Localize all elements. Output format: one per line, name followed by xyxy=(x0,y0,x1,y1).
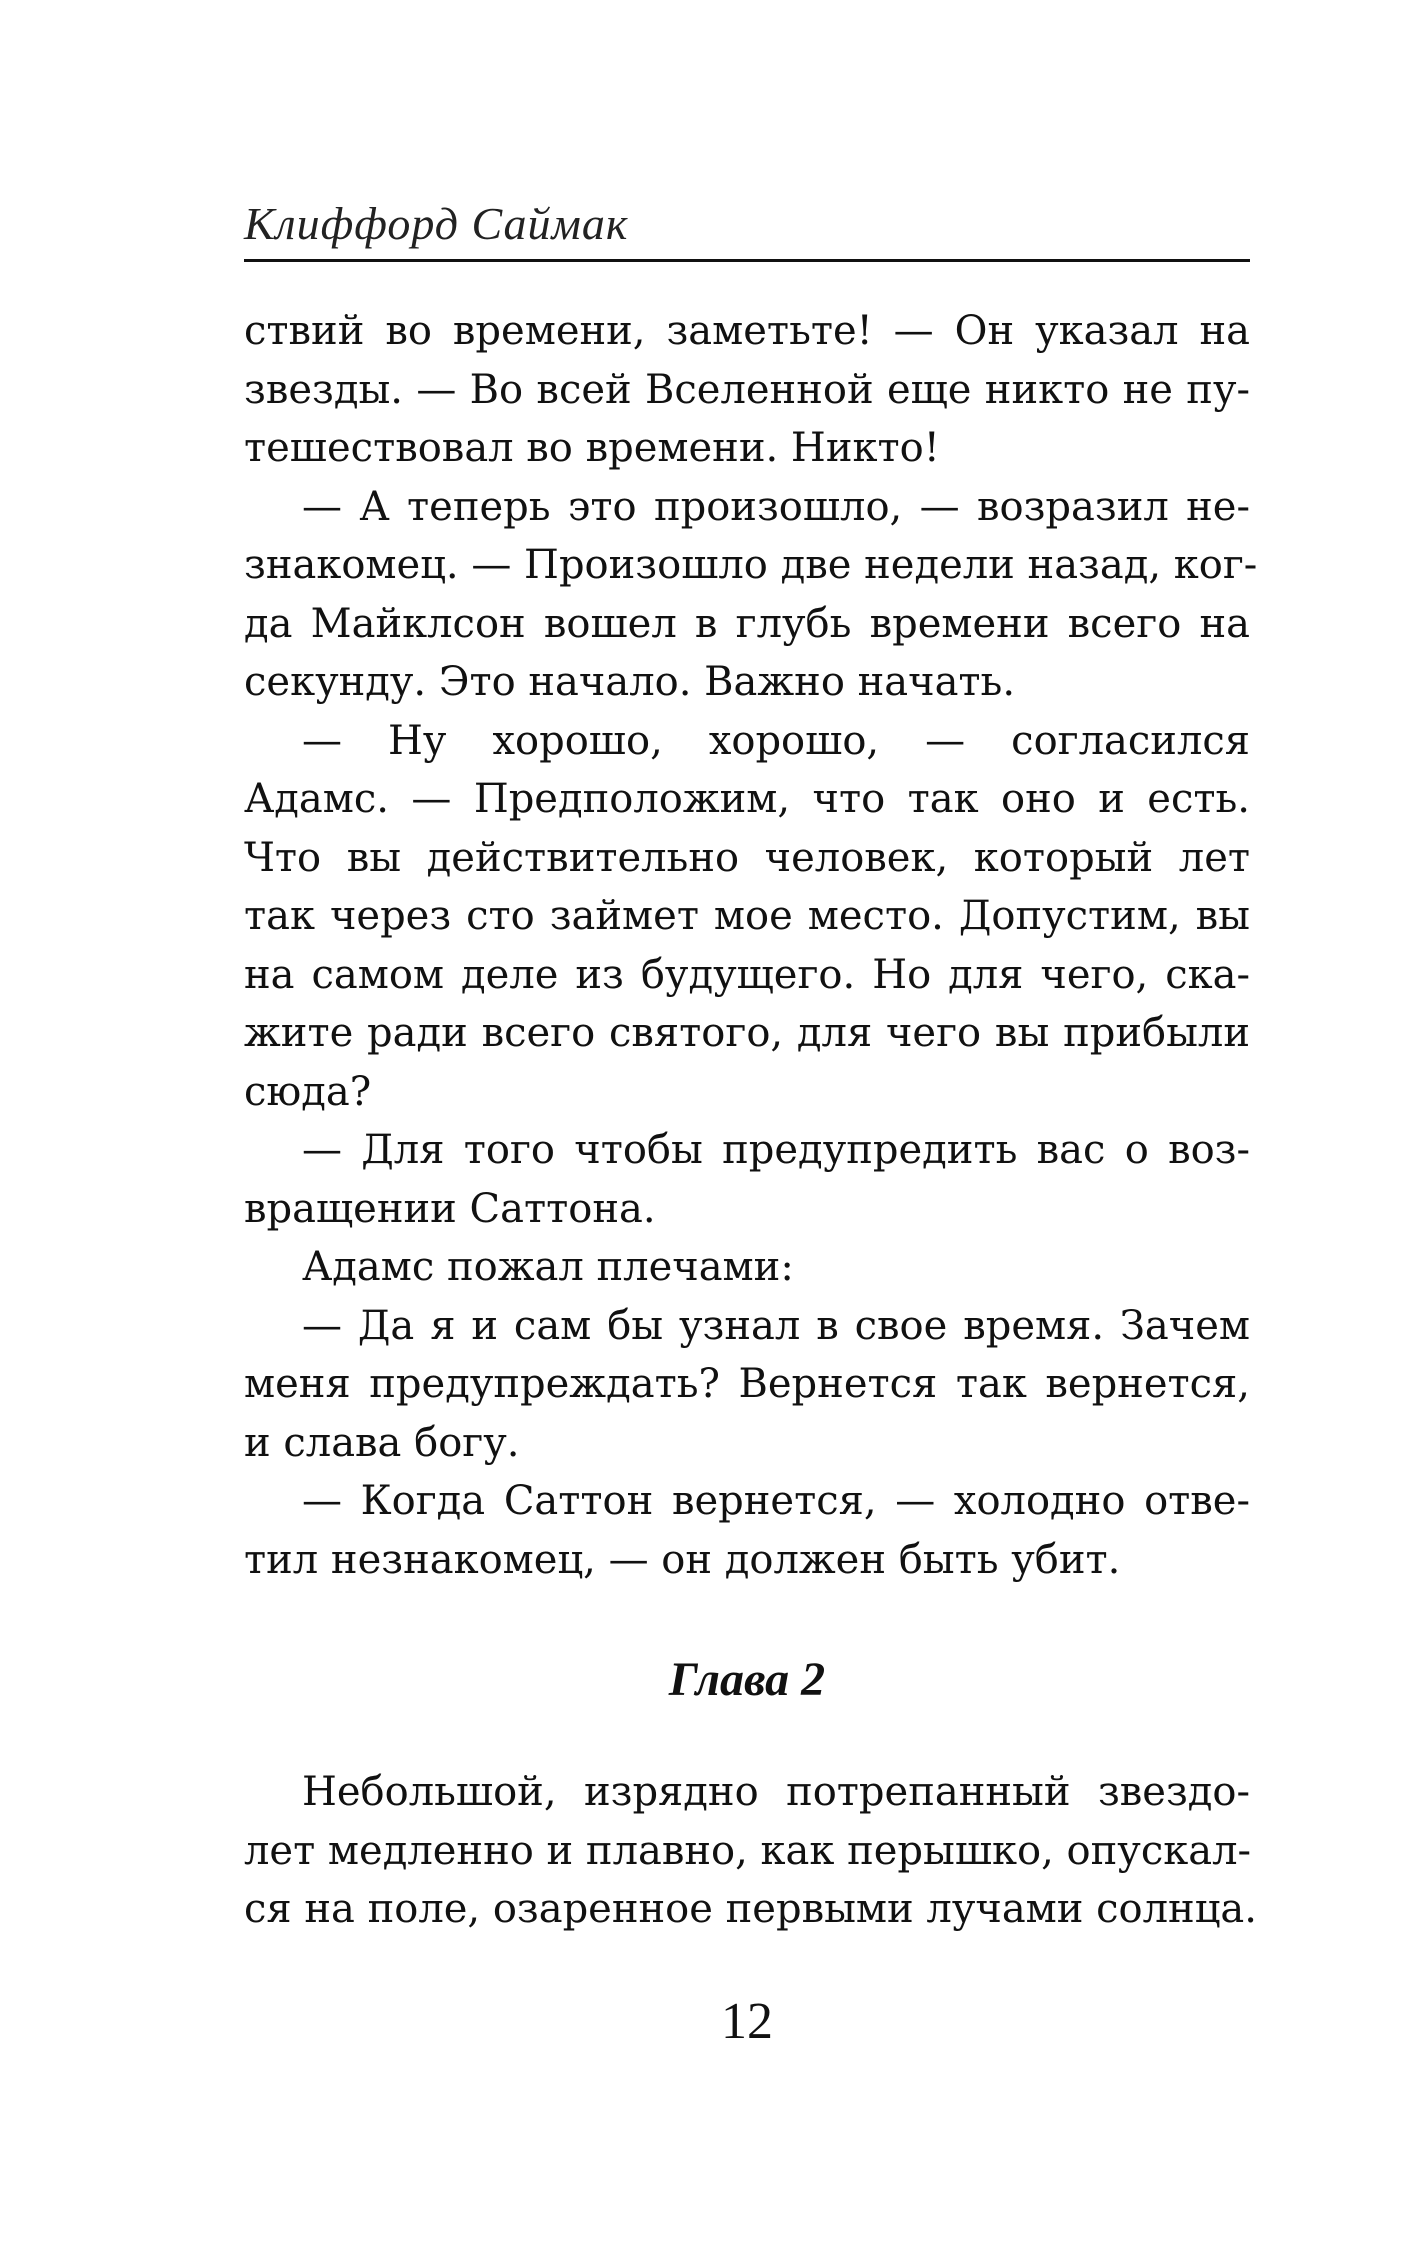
text-line: тешествовал во времени. Никто! xyxy=(244,425,940,471)
paragraph xyxy=(244,1763,1257,1939)
text-line: Адамс пожал плечами: xyxy=(302,1244,794,1290)
text-line: — Когда Саттон вернется, — холодно отве- xyxy=(302,1478,1250,1524)
chapter-text xyxy=(244,1763,1257,1939)
text-line: тил незнакомец, — он должен быть убит. xyxy=(244,1536,1121,1583)
text-line: жите ради всего святого, для чего вы прибыли xyxy=(244,1010,1250,1056)
text-line: Небольшой, изрядно потрепанный звездо- xyxy=(302,1769,1250,1815)
text-line: вращении Саттона. xyxy=(244,1185,656,1232)
text-line: Что вы действительно человек, который лет xyxy=(244,834,1250,881)
chapter-title: Глава 2 xyxy=(668,1653,826,1706)
text-line: — А теперь это произошло, — возразил не- xyxy=(302,483,1250,530)
header-author: Клиффорд Саймак xyxy=(244,198,629,249)
text-line: звезды. — Во всей Вселенной еще никто не пу- xyxy=(244,366,1250,413)
running-header xyxy=(244,196,1250,262)
text-line: знакомец. — Произошло две недели назад, ког- xyxy=(244,542,1258,588)
text-line: лет медленно и плавно, как перышко, опускал- xyxy=(244,1827,1252,1874)
paragraph xyxy=(244,302,1258,1589)
text-line: и слава богу. xyxy=(244,1419,520,1466)
text-line: меня предупреждать? Вернется так вернется, xyxy=(244,1361,1250,1407)
text-line: ствий во времени, заметьте! — Он указал на xyxy=(244,308,1250,354)
text-line: сюда? xyxy=(244,1068,372,1115)
text-line: — Ну хорошо, хорошо, — согласился xyxy=(302,717,1250,764)
text-line: — Для того чтобы предупредить вас о воз- xyxy=(302,1127,1250,1173)
page-number: 12 xyxy=(721,1993,773,2050)
text-line: так через сто займет мое место. Допустим, вы xyxy=(244,893,1250,939)
text-line: секунду. Это начало. Важно начать. xyxy=(244,659,1016,705)
body-text xyxy=(244,302,1258,1589)
text-line: Адамс. — Предположим, что так оно и есть. xyxy=(244,776,1250,822)
text-line: да Майклсон вошел в глубь времени всего на xyxy=(244,600,1250,647)
text-line: ся на поле, озаренное первыми лучами солнца. xyxy=(244,1886,1257,1932)
text-line: на самом деле из будущего. Но для чего, ска- xyxy=(244,951,1250,998)
text-line: — Да я и сам бы узнал в свое время. Зачем xyxy=(302,1302,1250,1349)
